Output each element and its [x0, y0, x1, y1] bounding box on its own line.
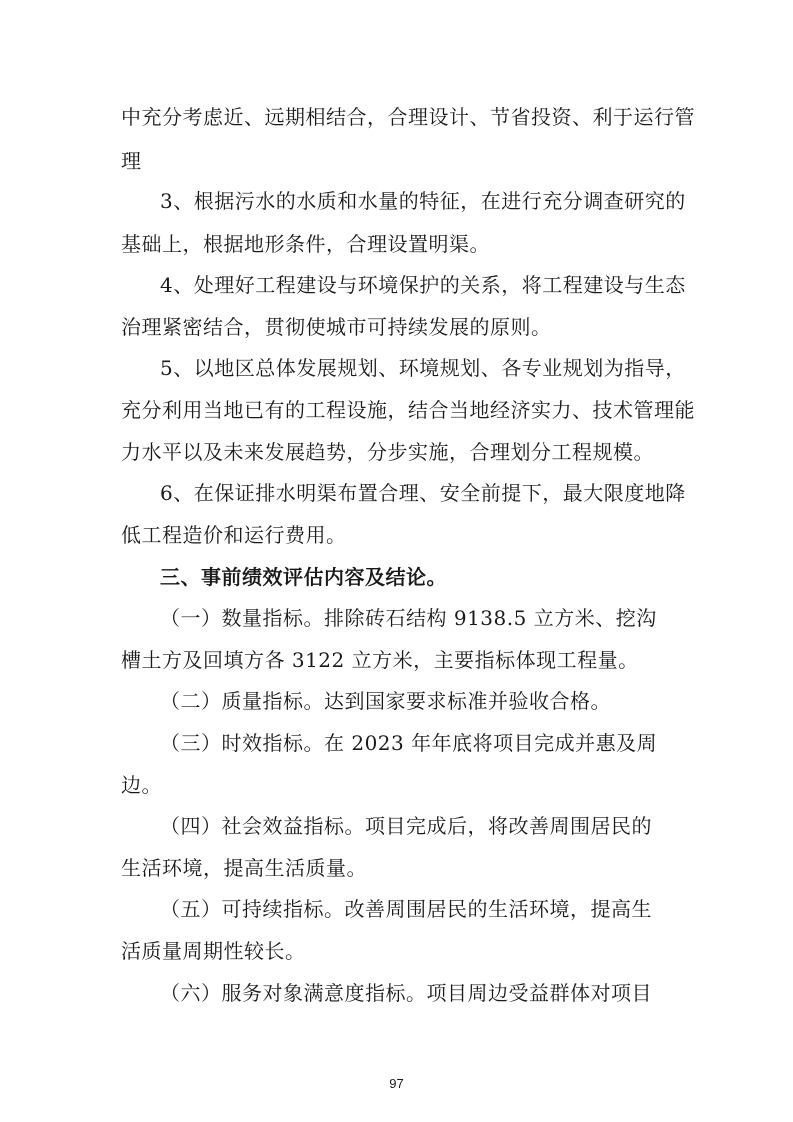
text-line: 槽土方及回填方各 3122 立方米，主要指标体现工程量。: [121, 648, 639, 672]
text-line: （二）质量指标。达到国家要求标准并验收合格。: [160, 689, 611, 713]
text-line: （四）社会效益指标。项目完成后，将改善周围居民的: [160, 814, 652, 838]
text-line: 充分利用当地已有的工程设施，结合当地经济实力、技术管理能: [121, 398, 695, 422]
text-line: 生活环境，提高生活质量。: [121, 856, 367, 880]
page-number: 97: [389, 1076, 404, 1091]
text-line: 6、在保证排水明渠布置合理、安全前提下，最大限度地降: [160, 481, 686, 505]
text-line: 理: [121, 149, 142, 173]
text-line: （六）服务对象满意度指标。项目周边受益群体对项目: [160, 981, 652, 1005]
text-line: （三）时效指标。在 2023 年年底将项目完成并惠及周: [160, 731, 658, 755]
text-line: 低工程造价和运行费用。: [121, 523, 347, 547]
text-line: 中充分考虑近、远期相结合，合理设计、节省投资、利于运行管: [121, 105, 695, 129]
text-line: 3、根据污水的水质和水量的特征，在进行充分调查研究的: [160, 189, 686, 213]
text-line: 4、处理好工程建设与环境保护的关系，将工程建设与生态: [160, 273, 686, 297]
text-line: 5、以地区总体发展规划、环境规划、各专业规划为指导，: [160, 356, 686, 380]
text-line: （一）数量指标。排除砖石结构 9138.5 立方米、挖沟: [160, 606, 657, 630]
text-line: 力水平以及未来发展趋势，分步实施，合理划分工程规模。: [121, 440, 654, 464]
text-line: 活质量周期性较长。: [121, 939, 306, 963]
section-heading: 三、事前绩效评估内容及结论。: [160, 565, 447, 589]
text-line: 边。: [121, 773, 162, 797]
text-line: 治理紧密结合，贯彻使城市可持续发展的原则。: [121, 315, 552, 339]
text-line: （五）可持续指标。改善周围居民的生活环境，提高生: [160, 897, 652, 921]
text-line: 基础上，根据地形条件，合理设置明渠。: [121, 232, 490, 256]
